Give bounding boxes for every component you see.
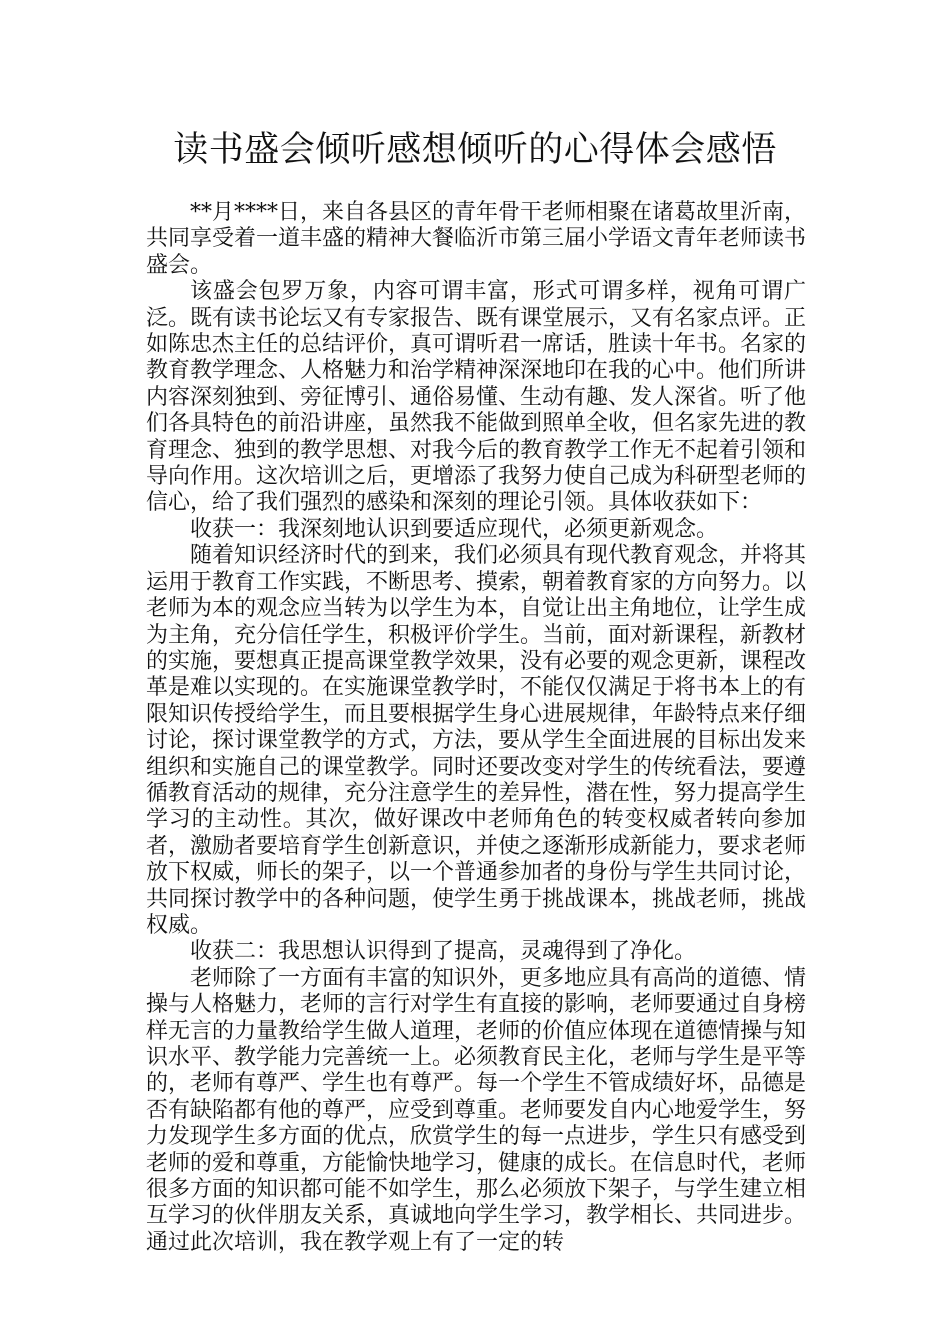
document-body: [146, 200, 806, 1256]
paragraph-intro: **月****日，来自各县区的青年骨干老师相聚在诸葛故里沂南，共同享受着一道丰盛的精神大餐临沂市第三届小学语文青年老师读书盛会。: [146, 200, 807, 278]
document-title: 读书盛会倾听感想倾听的心得体会感悟: [173, 130, 777, 170]
paragraph-gain-one-heading: 收获一：我深刻地认识到要适应现代，必须更新观念。: [190, 516, 719, 542]
paragraph-gain-one-body: 随着知识经济时代的到来，我们必须具有现代教育观念，并将其运用于教育工作实践，不断思考、摸索，朝着教育家的方向努力。以老师为本的观念应当转为以学生为本，自觉让出主角地位，让学生成为主角，充分信任学生，积极评价学生。当前，面对新课程，新教材的实施，要想真正提高课堂教学效果，没有必要的观念更新，课程改革是难以实现的。在实施课堂教学时，不能仅仅满足于将书本上的有限知识传授给学生，而且要根据学生身心进展规律，年龄特点来仔细讨论，探讨课堂教学的方式，方法，要从学生全面进展的目标出发来组织和实施自己的课堂教学。同时还要改变对学生的传统看法，要遵循教育活动的规律，充分注意学生的差异性，潜在性，努力提高学生学习的主动性。其次，做好课改中老师角色的转变权威者转向参加者，激励者要培育学生创新意识，并使之逐渐形成新能力，要求老师放下权威，师长的架子，以一个普通参加者的身份与学生共同讨论，共同探讨教学中的各种问题，使学生勇于挑战课本，挑战老师，挑战权威。: [146, 543, 807, 938]
paragraph-overview: 该盛会包罗万象，内容可谓丰富，形式可谓多样，视角可谓广泛。既有读书论坛又有专家报告、既有课堂展示，又有名家点评。正如陈忠杰主任的总结评价，真可谓听君一席话，胜读十年书。名家的教育教学理念、人格魅力和治学精神深深地印在我的心中。他们所讲内容深刻独到、旁征博引、通俗易懂、生动有趣、发人深省。听了他们各具特色的前沿讲座，虽然我不能做到照单全收，但名家先进的教育理念、独到的教学思想、对我今后的教育教学工作无不起着引领和导向作用。这次培训之后，更增添了我努力使自己成为科研型老师的信心，给了我们强烈的感染和深刻的理论引领。具体收获如下：: [146, 279, 807, 516]
paragraph-gain-two-body: 老师除了一方面有丰富的知识外，更多地应具有高尚的道德、情操与人格魅力，老师的言行对学生有直接的影响，老师要通过自身榜样无言的力量教给学生做人道理，老师的价值应体现在道德情操与知识水平、教学能力完善统一上。必须教育民主化，老师与学生是平等的，老师有尊严、学生也有尊严。每一个学生不管成绩好坏，品德是否有缺陷都有他的尊严，应受到尊重。老师要发自内心地爱学生，努力发现学生多方面的优点，欣赏学生的每一点进步，学生只有感受到老师的爱和尊重，方能愉快地学习，健康的成长。在信息时代，老师很多方面的知识都可能不如学生，那么必须放下架子，与学生建立相互学习的伙伴朋友关系，真诚地向学生学习，教学相长、共同进步。通过此次培训，我在教学观上有了一定的转: [146, 965, 807, 1255]
paragraph-gain-two-heading: 收获二：我思想认识得到了提高，灵魂得到了净化。: [190, 939, 697, 965]
